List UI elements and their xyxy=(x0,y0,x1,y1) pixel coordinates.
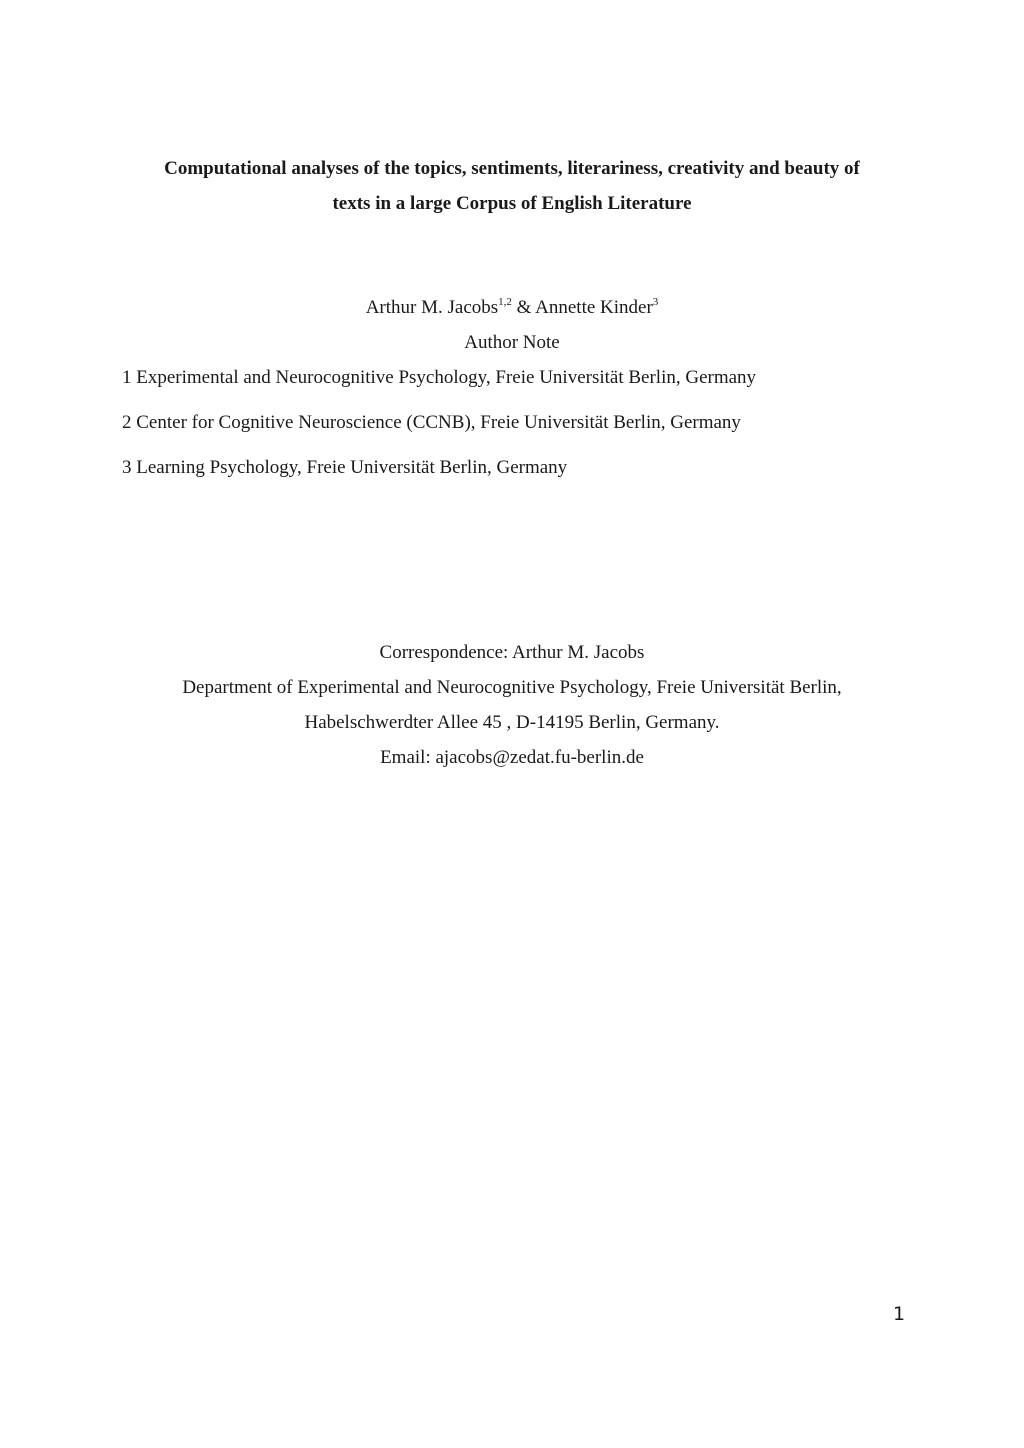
author-1-name: Arthur M. Jacobs xyxy=(365,297,499,318)
author-conjunction: & xyxy=(511,297,536,318)
paper-title-line-2: texts in a large Corpus of English Literature xyxy=(332,193,692,214)
page-number: 1 xyxy=(893,1303,906,1325)
author-line xyxy=(0,297,1024,319)
paper-title-line-1: Computational analyses of the topics, sentiments, literariness, creativity and beauty of xyxy=(164,158,860,179)
author-1-affiliation-marks: 1,2 xyxy=(498,296,512,308)
author-2-affiliation-marks: 3 xyxy=(652,296,659,308)
affiliation-2: 2 Center for Cognitive Neuroscience (CCNB), Freie Universität Berlin, Germany xyxy=(122,412,741,433)
correspondence-department: Department of Experimental and Neurocognitive Psychology, Freie Universität Berlin, xyxy=(182,677,842,698)
correspondence-address: Habelschwerdter Allee 45 , D-14195 Berlin, Germany. xyxy=(304,712,720,733)
affiliation-3: 3 Learning Psychology, Freie Universität Berlin, Germany xyxy=(122,457,568,478)
affiliation-1: 1 Experimental and Neurocognitive Psychology, Freie Universität Berlin, Germany xyxy=(122,367,757,388)
author-note-heading: Author Note xyxy=(464,332,560,353)
correspondence-heading: Correspondence: Arthur M. Jacobs xyxy=(379,642,645,663)
author-2-name: Annette Kinder xyxy=(535,297,653,318)
correspondence-email: Email: ajacobs@zedat.fu-berlin.de xyxy=(380,747,644,768)
